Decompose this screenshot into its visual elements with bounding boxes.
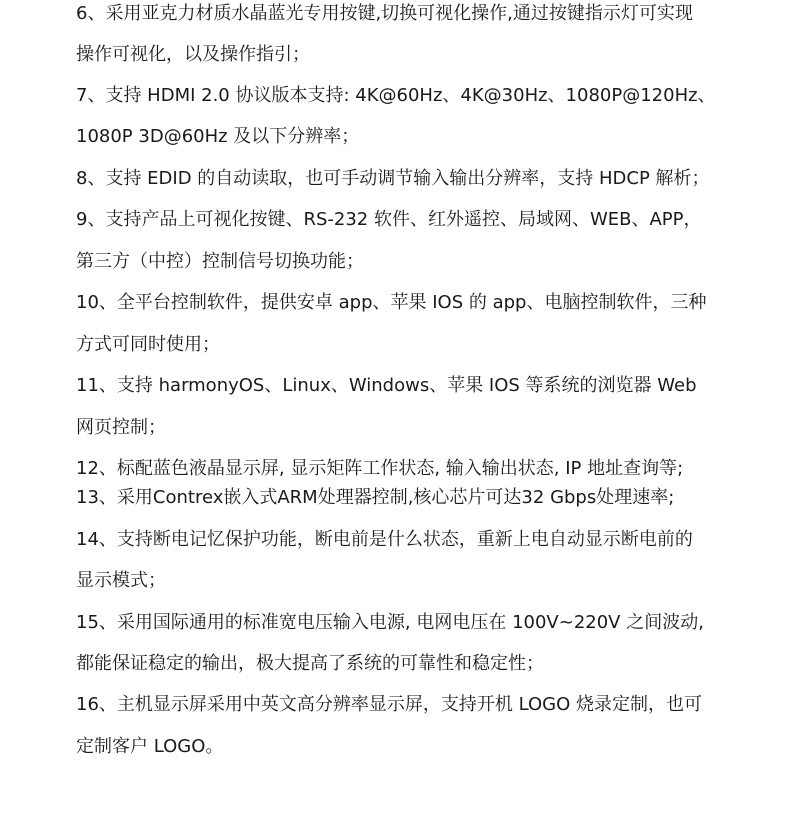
text-line: 12、标配蓝色液晶显示屏, 显示矩阵工作状态, 输入输出状态, IP 地址查询等; <box>76 458 684 479</box>
text-line: 网页控制； <box>76 417 166 438</box>
text-line: 1080P 3D@60Hz 及以下分辨率； <box>76 126 360 147</box>
text-line: 14、支持断电记忆保护功能，断电前是什么状态，重新上电自动显示断电前的 <box>76 529 693 550</box>
text-line: 定制客户 LOGO。 <box>76 736 224 757</box>
text-line: 10、全平台控制软件，提供安卓 app、苹果 IOS 的 app、电脑控制软件，三种 <box>76 292 707 313</box>
text-line: 8、支持 EDID 的自动读取，也可手动调节输入输出分辨率，支持 HDCP 解析； <box>76 168 710 189</box>
text-line: 7、支持 HDMI 2.0 协议版本支持: 4K@60Hz、4K@30Hz、1080P@120Hz、 <box>76 85 716 106</box>
text-line: 11、支持 harmonyOS、Linux、Windows、苹果 IOS 等系统的浏览器 Web <box>76 375 697 396</box>
text-line: 第三方（中控）控制信号切换功能； <box>76 251 364 272</box>
text-line: 6、采用亚克力材质水晶蓝光专用按键,切换可视化操作,通过按键指示灯可实现 <box>76 3 693 24</box>
text-line: 9、支持产品上可视化按键、RS-232 软件、红外遥控、局域网、WEB、APP， <box>76 209 702 230</box>
text-line: 操作可视化，以及操作指引； <box>76 44 310 65</box>
text-line: 显示模式； <box>76 570 166 591</box>
text-line: 都能保证稳定的输出，极大提高了系统的可靠性和稳定性； <box>76 653 544 674</box>
text-line: 方式可同时使用； <box>76 334 220 355</box>
text-line: 13、采用Contrex嵌入式ARM处理器控制,核心芯片可达32 Gbps处理速率; <box>76 487 675 508</box>
text-line: 16、主机显示屏采用中英文高分辨率显示屏，支持开机 LOGO 烧录定制，也可 <box>76 694 703 715</box>
text-line: 15、采用国际通用的标准宽电压输入电源, 电网电压在 100V~220V 之间波动, <box>76 612 704 633</box>
